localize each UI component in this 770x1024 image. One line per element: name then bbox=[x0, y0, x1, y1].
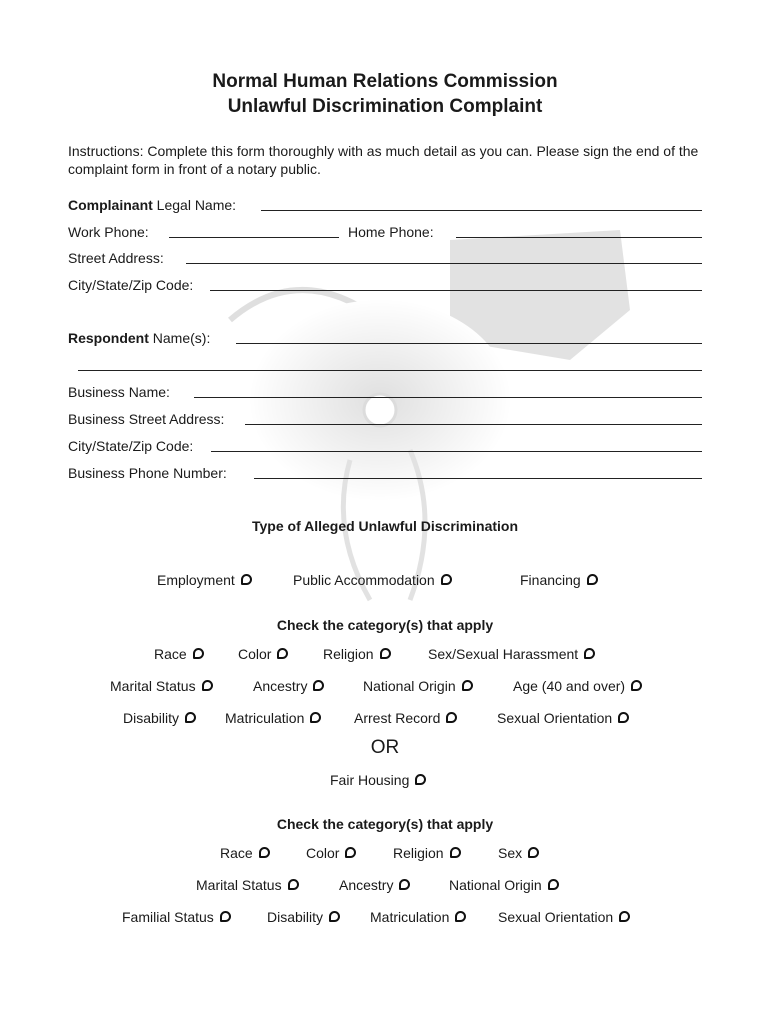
checkbox-icon[interactable] bbox=[202, 680, 213, 691]
checkbox-icon[interactable] bbox=[310, 712, 321, 723]
city-state-zip-line[interactable] bbox=[210, 290, 702, 291]
street-address-label: Street Address: bbox=[68, 250, 164, 266]
checkbox-icon[interactable] bbox=[462, 680, 473, 691]
cat-a-national-origin[interactable]: National Origin bbox=[363, 678, 473, 694]
cat-a-age[interactable]: Age (40 and over) bbox=[513, 678, 642, 694]
business-name-label: Business Name: bbox=[68, 384, 170, 400]
cat-a-color[interactable]: Color bbox=[238, 646, 288, 662]
business-city-label: City/State/Zip Code: bbox=[68, 438, 194, 454]
checkbox-icon[interactable] bbox=[185, 712, 196, 723]
instructions-text: Instructions: Complete this form thoroughly with as much detail as you can. Please sign the end of the complaint form in front of a notary public. bbox=[68, 143, 699, 177]
cat-a-sexual-orientation[interactable]: Sexual Orientation bbox=[497, 710, 629, 726]
cat-a-disability[interactable]: Disability bbox=[123, 710, 196, 726]
checkbox-icon[interactable] bbox=[548, 879, 559, 890]
checkbox-icon[interactable] bbox=[259, 847, 270, 858]
type-option-employment[interactable]: Employment bbox=[157, 572, 252, 588]
checkbox-icon[interactable] bbox=[193, 648, 204, 659]
checkbox-icon[interactable] bbox=[584, 648, 595, 659]
check-heading-1: Check the category(s) that apply bbox=[276, 617, 494, 633]
checkbox-icon[interactable] bbox=[288, 879, 299, 890]
checkbox-icon[interactable] bbox=[528, 847, 539, 858]
cat-a-arrest-record[interactable]: Arrest Record bbox=[354, 710, 457, 726]
cat-b-sexual-orientation[interactable]: Sexual Orientation bbox=[498, 909, 630, 925]
checkbox-icon[interactable] bbox=[441, 574, 452, 585]
business-street-label: Business Street Address: bbox=[68, 411, 225, 427]
home-phone-label: Home Phone: bbox=[348, 224, 434, 240]
business-street-line[interactable] bbox=[245, 424, 702, 425]
checkbox-icon[interactable] bbox=[618, 712, 629, 723]
work-phone-line[interactable] bbox=[169, 237, 339, 238]
type-heading: Type of Alleged Unlawful Discrimination bbox=[251, 518, 519, 534]
cat-a-sex-harassment[interactable]: Sex/Sexual Harassment bbox=[428, 646, 595, 662]
checkbox-icon[interactable] bbox=[631, 680, 642, 691]
type-option-financing[interactable]: Financing bbox=[520, 572, 598, 588]
checkbox-icon[interactable] bbox=[455, 911, 466, 922]
fair-housing-option[interactable]: Fair Housing bbox=[330, 772, 426, 788]
form-title: Normal Human Relations Commission bbox=[212, 71, 558, 92]
business-name-line[interactable] bbox=[194, 397, 702, 398]
business-phone-label: Business Phone Number: bbox=[68, 465, 227, 481]
home-phone-line[interactable] bbox=[456, 237, 702, 238]
street-address-line[interactable] bbox=[186, 263, 702, 264]
cat-b-national-origin[interactable]: National Origin bbox=[449, 877, 559, 893]
respondent-names-line-2[interactable] bbox=[78, 370, 702, 371]
cat-b-race[interactable]: Race bbox=[220, 845, 270, 861]
respondent-names-label: Respondent Name(s): bbox=[68, 330, 211, 346]
checkbox-icon[interactable] bbox=[277, 648, 288, 659]
respondent-names-line[interactable] bbox=[236, 343, 702, 344]
complainant-name-line[interactable] bbox=[261, 210, 702, 211]
cat-b-familial-status[interactable]: Familial Status bbox=[122, 909, 231, 925]
or-divider: OR bbox=[370, 737, 400, 758]
checkbox-icon[interactable] bbox=[619, 911, 630, 922]
cat-b-matriculation[interactable]: Matriculation bbox=[370, 909, 466, 925]
checkbox-icon[interactable] bbox=[399, 879, 410, 890]
cat-b-disability[interactable]: Disability bbox=[267, 909, 340, 925]
cat-a-ancestry[interactable]: Ancestry bbox=[253, 678, 324, 694]
checkbox-icon[interactable] bbox=[587, 574, 598, 585]
cat-b-marital-status[interactable]: Marital Status bbox=[196, 877, 299, 893]
complainant-legal-name-label: Complainant Legal Name: bbox=[68, 197, 237, 213]
checkbox-icon[interactable] bbox=[415, 774, 426, 785]
cat-b-sex[interactable]: Sex bbox=[498, 845, 539, 861]
cat-a-matriculation[interactable]: Matriculation bbox=[225, 710, 321, 726]
checkbox-icon[interactable] bbox=[446, 712, 457, 723]
check-heading-2: Check the category(s) that apply bbox=[276, 816, 494, 832]
business-city-line[interactable] bbox=[211, 451, 702, 452]
cat-a-race[interactable]: Race bbox=[154, 646, 204, 662]
checkbox-icon[interactable] bbox=[313, 680, 324, 691]
cat-a-marital-status[interactable]: Marital Status bbox=[110, 678, 213, 694]
form-subtitle: Unlawful Discrimination Complaint bbox=[227, 96, 543, 117]
city-state-zip-label: City/State/Zip Code: bbox=[68, 277, 194, 293]
cat-b-religion[interactable]: Religion bbox=[393, 845, 461, 861]
checkbox-icon[interactable] bbox=[345, 847, 356, 858]
checkbox-icon[interactable] bbox=[450, 847, 461, 858]
checkbox-icon[interactable] bbox=[380, 648, 391, 659]
work-phone-label: Work Phone: bbox=[68, 224, 149, 240]
checkbox-icon[interactable] bbox=[241, 574, 252, 585]
checkbox-icon[interactable] bbox=[329, 911, 340, 922]
cat-a-religion[interactable]: Religion bbox=[323, 646, 391, 662]
checkbox-icon[interactable] bbox=[220, 911, 231, 922]
cat-b-ancestry[interactable]: Ancestry bbox=[339, 877, 410, 893]
type-option-public-accommodation[interactable]: Public Accommodation bbox=[293, 572, 452, 588]
cat-b-color[interactable]: Color bbox=[306, 845, 356, 861]
business-phone-line[interactable] bbox=[254, 478, 702, 479]
